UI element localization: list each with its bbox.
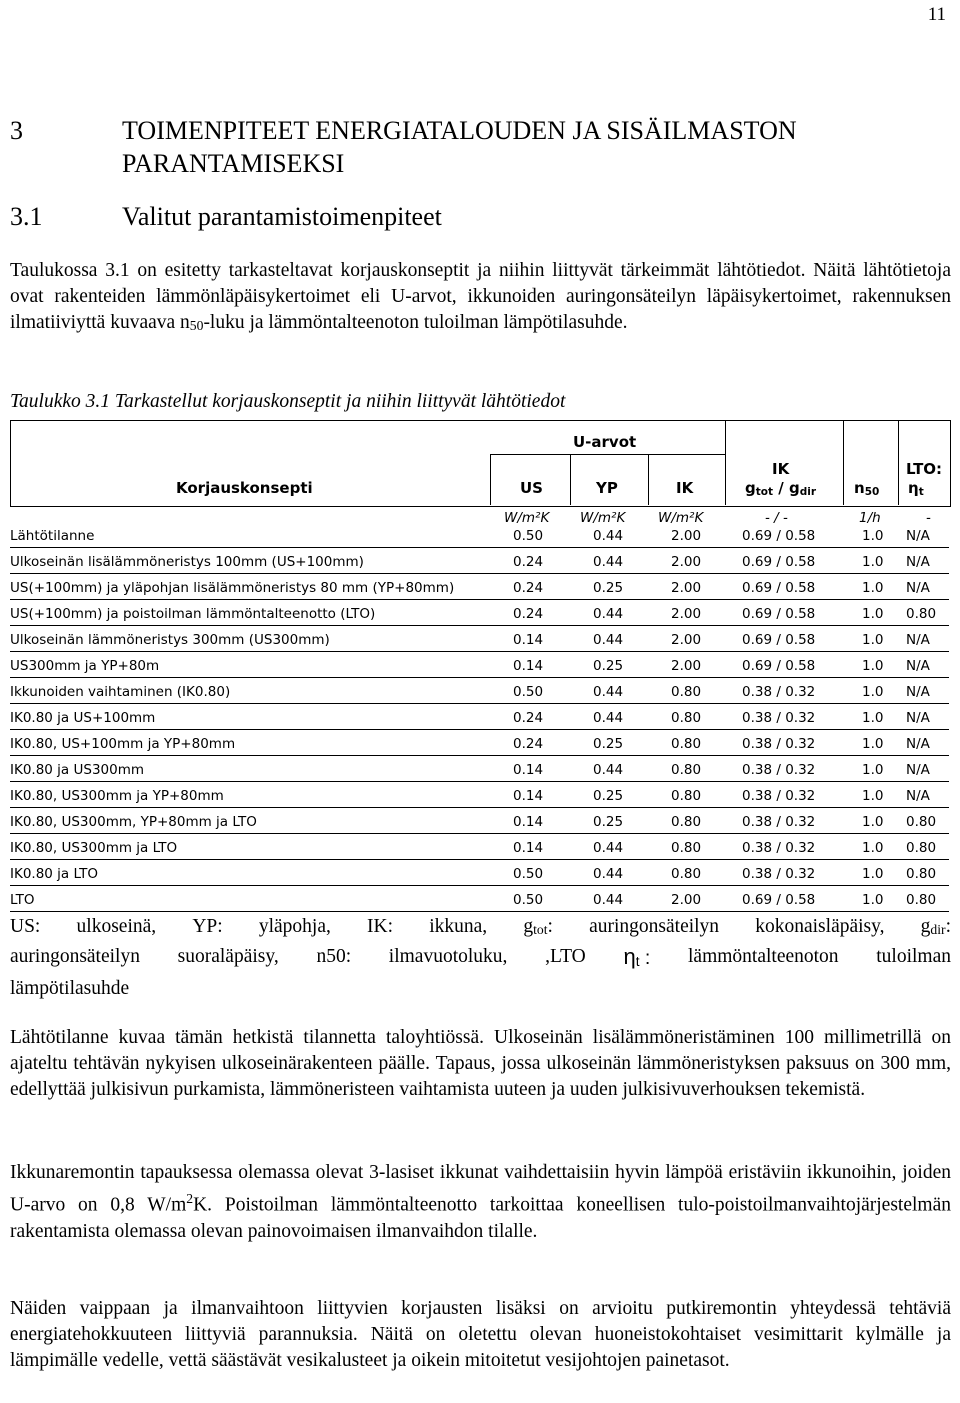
- row-concept-name: IK0.80 ja LTO: [10, 866, 99, 882]
- legend-eta: $\eta_t$ :: [623, 944, 651, 969]
- row-divider: [10, 547, 949, 548]
- header-lto-eta: η: [908, 479, 919, 497]
- cell-n: 1.0: [862, 866, 884, 882]
- cell-yp: 0.44: [593, 710, 624, 726]
- cell-ik: 2.00: [671, 528, 702, 544]
- header-g-dir-sub: dir: [799, 486, 816, 498]
- cell-g: 0.38 / 0.32: [742, 710, 816, 726]
- row-concept-name: US(+100mm) ja yläpohjan lisälämmöneristys 80 mm (YP+80mm): [10, 580, 455, 596]
- row-divider: [10, 833, 949, 834]
- legend-word: ilmavuotoluku,: [388, 946, 508, 967]
- header-us: US: [520, 479, 543, 497]
- page-number: 11: [927, 4, 946, 25]
- subsection-title: Valitut parantamistoimenpiteet: [122, 202, 442, 231]
- cell-ik: 0.80: [671, 710, 702, 726]
- intro-text-2: -luku ja lämmöntalteenoton tuloilman lämpötilasuhde.: [203, 312, 628, 333]
- row-concept-name: Lähtötilanne: [10, 528, 95, 544]
- cell-ik: 0.80: [671, 684, 702, 700]
- cell-g: 0.38 / 0.32: [742, 840, 816, 856]
- header-n: n: [854, 479, 865, 497]
- cell-yp: 0.44: [593, 528, 624, 544]
- legend-word: auringonsäteilyn: [10, 946, 140, 967]
- unit-lto: -: [926, 510, 931, 526]
- row-divider: [10, 859, 949, 860]
- row-concept-name: IK0.80, US300mm ja YP+80mm: [10, 788, 224, 804]
- cell-n: 1.0: [862, 658, 884, 674]
- legend-word: ikkuna,: [429, 916, 488, 937]
- legend-word: n50:: [316, 946, 352, 967]
- cell-yp: 0.44: [593, 866, 624, 882]
- cell-ik: 2.00: [671, 580, 702, 596]
- cell-g: 0.69 / 0.58: [742, 892, 816, 908]
- row-divider: [10, 703, 949, 704]
- cell-n: 1.0: [862, 710, 884, 726]
- cell-n: 1.0: [862, 606, 884, 622]
- cell-n: 1.0: [862, 814, 884, 830]
- row-divider: [10, 755, 949, 756]
- intro-text-1: Taulukossa 3.1 on esitetty tarkasteltavat korjauskonseptit ja niihin liittyvät tärkeimmät lähtötiedot. Näitä lähtötietoja ovat rakenteiden lämmönläpäisykertoimet eli U-arvot, ikkunoiden auringonsäteilyn läpäisykertoimet, rakennuksen ilmatiiviyttä kuvaava n: [10, 260, 951, 333]
- cell-us: 0.14: [513, 814, 544, 830]
- table-divider: [570, 454, 571, 505]
- legend-line-1: [10, 913, 951, 943]
- cell-lto: N/A: [906, 762, 930, 778]
- cell-us: 0.24: [513, 606, 544, 622]
- cell-lto: 0.80: [906, 606, 937, 622]
- row-concept-name: Ikkunoiden vaihtaminen (IK0.80): [10, 684, 231, 700]
- row-concept-name: Ulkoseinän lisälämmöneristys 100mm (US+100mm): [10, 554, 364, 570]
- intro-paragraph: [10, 258, 951, 339]
- cell-n: 1.0: [862, 762, 884, 778]
- cell-n: 1.0: [862, 892, 884, 908]
- table-legend: [10, 913, 951, 1002]
- cell-yp: 0.25: [593, 580, 624, 596]
- legend-word: IK:: [367, 916, 394, 937]
- header-g: [745, 479, 816, 498]
- p3-text-2: K. Poistoilman lämmöntalteenotto tarkoittaa koneellisen tulo-poistoilmanvaihtojärjestelmän rakentamista olemassa olevan painovoimaisen ilmanvaihdon tilalle.: [10, 1194, 951, 1242]
- cell-yp: 0.44: [593, 606, 624, 622]
- cell-ik: 0.80: [671, 762, 702, 778]
- cell-ik: 2.00: [671, 892, 702, 908]
- cell-n: 1.0: [862, 528, 884, 544]
- legend-word: US:: [10, 916, 41, 937]
- cell-lto: N/A: [906, 632, 930, 648]
- intro-sub: 50: [189, 318, 204, 333]
- header-lto: [908, 479, 924, 498]
- header-g-top: IK: [772, 460, 790, 478]
- legend-line-2: [10, 943, 951, 975]
- cell-us: 0.14: [513, 788, 544, 804]
- cell-lto: 0.80: [906, 866, 937, 882]
- cell-n: 1.0: [862, 554, 884, 570]
- cell-us: 0.14: [513, 658, 544, 674]
- cell-yp: 0.44: [593, 840, 624, 856]
- paragraph-3: [10, 1160, 951, 1245]
- cell-us: 0.50: [513, 528, 544, 544]
- header-ik: IK: [676, 479, 694, 497]
- cell-yp: 0.44: [593, 632, 624, 648]
- header-lto-sub: t: [918, 486, 924, 498]
- legend-word: auringonsäteilyn: [589, 916, 720, 937]
- header-g-tot-sub: tot: [755, 486, 774, 498]
- row-concept-name: IK0.80 ja US300mm: [10, 762, 145, 778]
- row-concept-name: LTO: [10, 892, 35, 908]
- row-divider: [10, 911, 949, 912]
- cell-yp: 0.25: [593, 736, 624, 752]
- section-title: TOIMENPITEET ENERGIATALOUDEN JA SISÄILMASTON PARANTAMISEKSI: [122, 116, 797, 178]
- cell-us: 0.14: [513, 632, 544, 648]
- row-divider: [10, 573, 949, 574]
- cell-lto: N/A: [906, 580, 930, 596]
- table-divider: [843, 420, 844, 505]
- cell-yp: 0.44: [593, 684, 624, 700]
- row-divider: [10, 807, 949, 808]
- cell-g: 0.69 / 0.58: [742, 528, 816, 544]
- cell-lto: N/A: [906, 710, 930, 726]
- header-lto-top: LTO:: [906, 460, 943, 478]
- row-divider: [10, 599, 949, 600]
- cell-n: 1.0: [862, 788, 884, 804]
- cell-lto: N/A: [906, 788, 930, 804]
- p3-sup: 2: [186, 1191, 194, 1206]
- cell-g: 0.69 / 0.58: [742, 580, 816, 596]
- header-n-sub: 50: [864, 486, 880, 498]
- row-divider: [10, 885, 949, 886]
- cell-ik: 0.80: [671, 736, 702, 752]
- cell-g: 0.38 / 0.32: [742, 762, 816, 778]
- row-divider: [10, 781, 949, 782]
- header-yp: YP: [596, 479, 618, 497]
- cell-yp: 0.44: [593, 762, 624, 778]
- cell-g: 0.69 / 0.58: [742, 606, 816, 622]
- cell-ik: 0.80: [671, 814, 702, 830]
- unit-yp: W/m²K: [580, 510, 626, 526]
- cell-lto: N/A: [906, 658, 930, 674]
- cell-ik: 0.80: [671, 866, 702, 882]
- cell-g: 0.38 / 0.32: [742, 814, 816, 830]
- row-concept-name: US(+100mm) ja poistoilman lämmöntalteenotto (LTO): [10, 606, 376, 622]
- cell-n: 1.0: [862, 632, 884, 648]
- cell-lto: 0.80: [906, 814, 937, 830]
- header-concept: Korjauskonsepti: [176, 479, 313, 497]
- row-divider: [10, 625, 949, 626]
- row-divider: [10, 651, 949, 652]
- cell-ik: 0.80: [671, 840, 702, 856]
- table-divider: [898, 420, 899, 505]
- paragraph-2: Lähtötilanne kuvaa tämän hetkistä tilannetta taloyhtiössä. Ulkoseinän lisälämmöneristäminen 100 millimetrillä on ajateltu tehtävän nykyisen ulkoseinärakenteen päälle. Tapaus, jossa ulkoseinän lämmöneristyksen paksuus on 300 mm, edellyttää julkisivun purkamista, lämmöneristeen vaihtamista uuteen ja uuden julkisivuverhouksen tekemistä.: [10, 1027, 951, 1100]
- legend-line-3: lämpötilasuhde: [10, 978, 130, 999]
- row-concept-name: IK0.80, US300mm, YP+80mm ja LTO: [10, 814, 257, 830]
- row-divider: [10, 677, 949, 678]
- subsection-number: 3.1: [10, 202, 43, 231]
- cell-us: 0.50: [513, 684, 544, 700]
- legend-gdir: $g_{dir}$:: [920, 916, 951, 937]
- cell-yp: 0.44: [593, 892, 624, 908]
- cell-us: 0.24: [513, 710, 544, 726]
- cell-us: 0.14: [513, 840, 544, 856]
- cell-g: 0.38 / 0.32: [742, 684, 816, 700]
- legend-word: suoraläpäisy,: [177, 946, 279, 967]
- cell-g: 0.69 / 0.58: [742, 554, 816, 570]
- cell-n: 1.0: [862, 840, 884, 856]
- cell-yp: 0.25: [593, 788, 624, 804]
- legend-word: ,LTO: [545, 946, 586, 967]
- cell-yp: 0.44: [593, 554, 624, 570]
- table-divider: [648, 454, 649, 505]
- cell-ik: 0.80: [671, 788, 702, 804]
- cell-lto: N/A: [906, 684, 930, 700]
- section-number: 3: [10, 116, 23, 145]
- paragraph-4: Näiden vaippaan ja ilmanvaihtoon liittyvien korjausten lisäksi on arvioitu putkiremontin yhteydessä tehtäviä energiatehokkuuteen liittyviä parannuksia. Näitä on oletettu olevan huoneistokohtaiset vesimittarit kylmälle ja lämpimälle vedelle, vettä säästävät vesikalusteet ja oikein mitoitetut vesijohtojen painetasot.: [10, 1298, 951, 1371]
- cell-us: 0.14: [513, 762, 544, 778]
- cell-g: 0.38 / 0.32: [742, 866, 816, 882]
- row-concept-name: Ulkoseinän lämmöneristys 300mm (US300mm): [10, 632, 330, 648]
- unit-ik: W/m²K: [658, 510, 704, 526]
- row-concept-name: US300mm ja YP+80m: [10, 658, 160, 674]
- legend-word: ulkoseinä,: [76, 916, 157, 937]
- p3-text-1: Ikkunaremontin tapauksessa olemassa olevat 3-lasiset ikkunat vaihdettaisiin hyvin lämpöä eristäviin ikkunoihin, joiden U-arvo on 0,8 W/m: [10, 1162, 951, 1216]
- cell-lto: 0.80: [906, 892, 937, 908]
- group-header-u-values: U-arvot: [573, 433, 637, 451]
- cell-g: 0.38 / 0.32: [742, 788, 816, 804]
- cell-yp: 0.25: [593, 814, 624, 830]
- unit-g: - / -: [765, 510, 788, 526]
- legend-word: kokonaisläpäisy,: [755, 916, 885, 937]
- header-n50: [854, 479, 879, 498]
- cell-ik: 2.00: [671, 632, 702, 648]
- cell-ik: 2.00: [671, 658, 702, 674]
- cell-g: 0.38 / 0.32: [742, 736, 816, 752]
- header-g-dir: g: [788, 479, 800, 497]
- table-divider: [725, 420, 726, 505]
- unit-n50: 1/h: [859, 510, 881, 526]
- cell-us: 0.24: [513, 580, 544, 596]
- cell-us: 0.50: [513, 866, 544, 882]
- cell-lto: 0.80: [906, 840, 937, 856]
- cell-us: 0.24: [513, 554, 544, 570]
- legend-gtot: $g_{tot}$:: [523, 916, 553, 937]
- row-concept-name: IK0.80, US300mm ja LTO: [10, 840, 178, 856]
- row-concept-name: IK0.80 ja US+100mm: [10, 710, 156, 726]
- group-divider: [490, 454, 725, 455]
- header-g-sep: /: [773, 479, 789, 497]
- cell-ik: 2.00: [671, 606, 702, 622]
- cell-g: 0.69 / 0.58: [742, 632, 816, 648]
- cell-n: 1.0: [862, 684, 884, 700]
- cell-lto: N/A: [906, 736, 930, 752]
- cell-yp: 0.25: [593, 658, 624, 674]
- row-concept-name: IK0.80, US+100mm ja YP+80mm: [10, 736, 236, 752]
- legend-word: yläpohja,: [258, 916, 331, 937]
- legend-word: lämmöntalteenoton: [688, 946, 839, 967]
- row-divider: [10, 729, 949, 730]
- cell-lto: N/A: [906, 528, 930, 544]
- table-divider: [490, 454, 491, 505]
- data-table: [10, 420, 951, 913]
- cell-us: 0.24: [513, 736, 544, 752]
- legend-word: tuloilman: [876, 946, 951, 967]
- cell-us: 0.50: [513, 892, 544, 908]
- unit-us: W/m²K: [504, 510, 550, 526]
- cell-g: 0.69 / 0.58: [742, 658, 816, 674]
- table-caption: Taulukko 3.1 Tarkastellut korjauskonseptit ja niihin liittyvät lähtötiedot: [10, 391, 566, 412]
- cell-ik: 2.00: [671, 554, 702, 570]
- header-g-tot: g: [745, 479, 756, 497]
- cell-n: 1.0: [862, 736, 884, 752]
- cell-n: 1.0: [862, 580, 884, 596]
- legend-word: YP:: [192, 916, 223, 937]
- cell-lto: N/A: [906, 554, 930, 570]
